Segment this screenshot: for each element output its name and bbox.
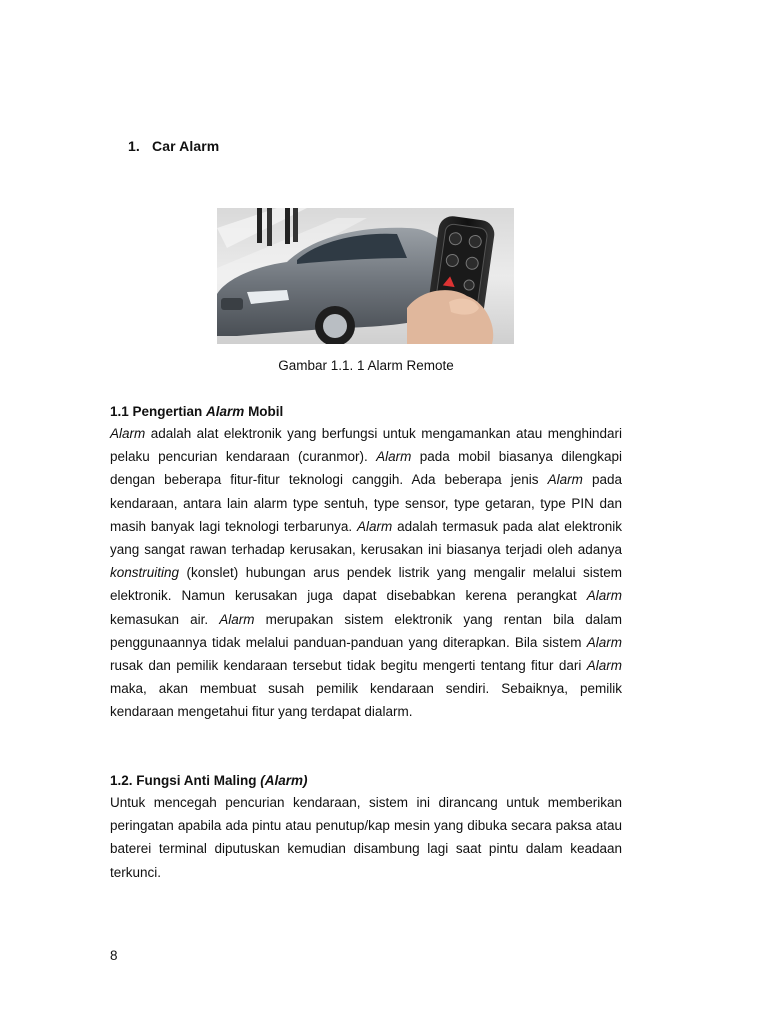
section-2-title-italic: (Alarm)	[260, 773, 308, 788]
section-2	[110, 771, 622, 884]
section-1-title-italic: Alarm	[206, 404, 245, 419]
italic-term: Alarm	[586, 588, 622, 604]
text-run: pada kendaraan, antara lain alarm type sentuh, type sensor, type getaran, type PIN dan masih banyak lagi teknologi terbarunya.	[110, 472, 622, 534]
chapter-number: 1.	[128, 138, 140, 154]
section-2-paragraph: Untuk mencegah pencurian kendaraan, sistem ini dirancang untuk memberikan peringatan apabila ada pintu atau penutup/kap mesin yang dibuka secara paksa atau baterei terminal diputuskan kemudian disambung lagi saat pintu dalam keadaan terkunci.	[110, 795, 622, 880]
text-run: maka, akan membuat susah pemilik kendaraan sendiri. Sebaiknya, pemilik kendaraan mengetahui fitur yang terdapat dialarm.	[110, 681, 622, 720]
car-alarm-remote-photo	[217, 208, 514, 344]
section-2-title-prefix: 1.2. Fungsi Anti Maling	[110, 773, 261, 788]
chapter-heading	[128, 138, 219, 154]
chapter-title: Car Alarm	[152, 138, 220, 154]
text-run: rusak dan pemilik kendaraan tersebut tidak begitu mengerti tentang fitur dari	[110, 658, 587, 674]
text-run: pada mobil biasanya dilengkapi dengan beberapa fitur-fitur teknologi canggih. Ada beberapa jenis	[110, 449, 622, 488]
figure-caption: Gambar 1.1. 1 Alarm Remote	[278, 358, 454, 373]
italic-term: Alarm	[547, 472, 583, 488]
page-number: 8	[110, 948, 118, 963]
italic-term: Alarm	[376, 449, 412, 465]
text-run: (konslet) hubungan arus pendek listrik yang mengalir melalui sistem elektronik. Namun kerusakan juga dapat disebabkan kerena perangkat	[110, 565, 622, 604]
italic-term: Alarm	[219, 611, 255, 627]
text-run: merupakan sistem elektronik yang rentan bila dalam penggunaannya tidak melalui panduan-panduan yang diterapkan. Bila sistem	[110, 611, 622, 650]
section-1	[110, 402, 622, 724]
italic-term: Alarm	[110, 426, 146, 441]
text-run: adalah alat elektronik yang berfungsi untuk mengamankan atau menghindari pelaku pencurian kendaraan (curanmor).	[110, 426, 622, 465]
text-run: adalah termasuk pada alat elektronik yang sangat rawan terhadap kerusakan, kerusakan ini biasanya terjadi oleh adanya	[110, 518, 622, 558]
section-1-title-prefix: 1.1 Pengertian	[110, 404, 207, 419]
section-1-title-suffix: Mobil	[244, 404, 284, 419]
section-1-paragraph	[110, 422, 622, 724]
italic-term: Alarm	[357, 518, 393, 534]
italic-term: Alarm	[586, 634, 622, 650]
text-run: kemasukan air.	[110, 611, 220, 627]
section-2-title	[110, 771, 622, 791]
italic-term: konstruiting	[110, 565, 180, 581]
section-1-title	[110, 402, 622, 422]
italic-term: Alarm	[586, 658, 622, 674]
